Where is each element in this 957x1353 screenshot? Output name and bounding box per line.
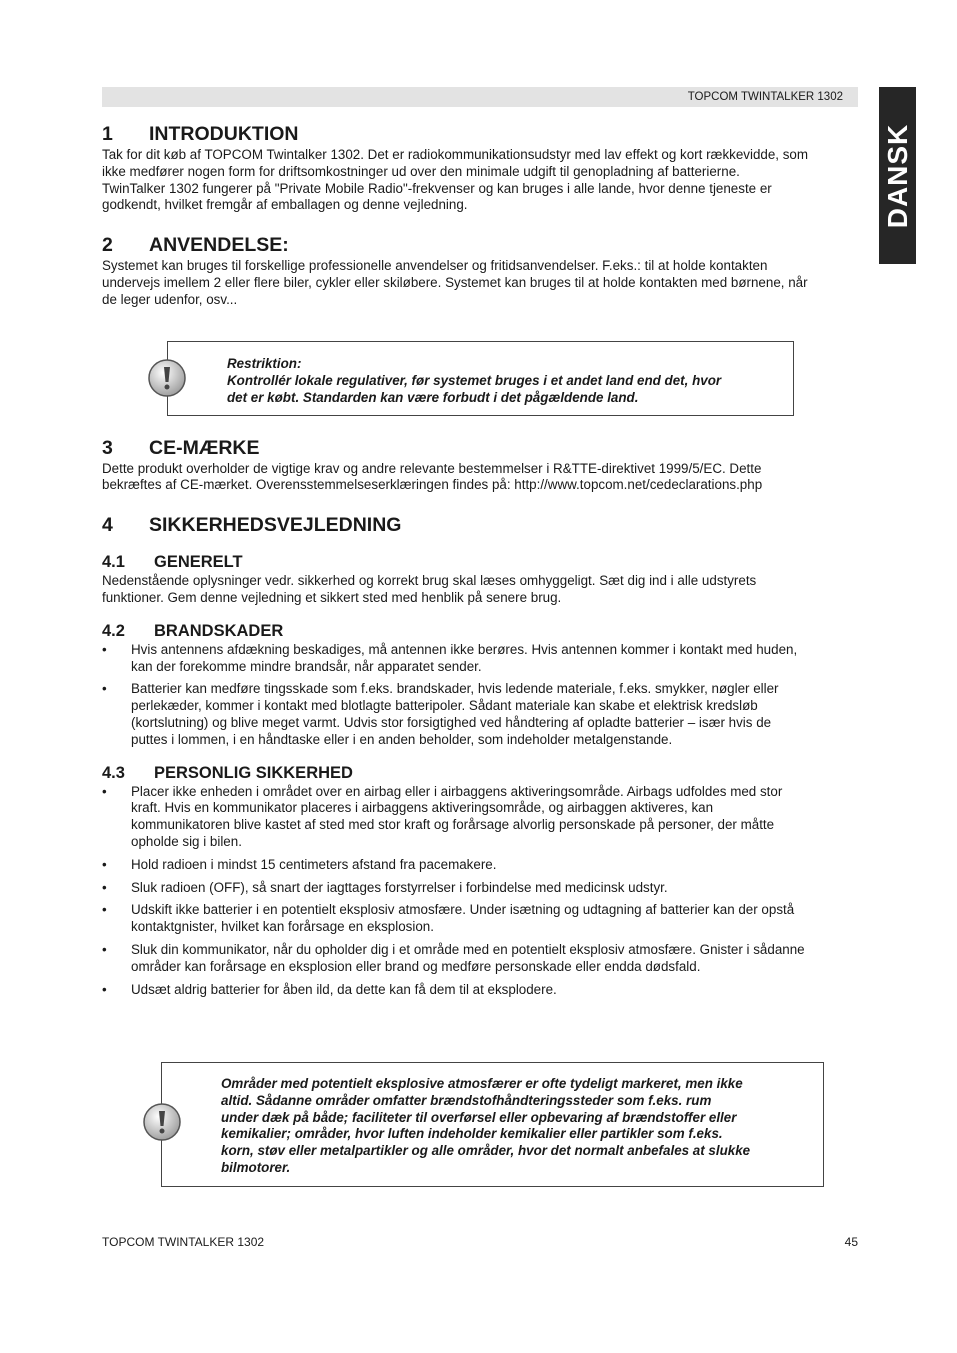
- list-item: • Sluk din kommunikator, når du opholder dig i et område med en potentielt eksplosiv atmosfære. Gnister i sådanne områder kan forårsage en eksplosion eller brand og medføre personskade eller endda dødsfald.: [102, 942, 858, 976]
- paragraph-anvendelse: Systemet kan bruges til forskellige professionelle anvendelser og fritidsanvendelser. F.eks.: til at holde kontakten undervejs imellem 2 eller flere biler, cykler eller skiløbere. Systemet kan bruges til at holde kontakten med børnene, når de leger udenfor, osv...: [102, 258, 808, 307]
- list-item: • Hvis antennens afdækning beskadiges, må antennen ikke berøres. Hvis antennen kommer i kontakt med huden, kan der forekomme mindre brandsår, når apparatet sender.: [102, 642, 858, 676]
- page-header-bar: [102, 87, 858, 107]
- list-item: • Sluk radioen (OFF), så snart der iagttages forstyrrelser i forbindelse med medicinsk udstyr.: [102, 880, 858, 897]
- paragraph-ce-maerke: Dette produkt overholder de vigtige krav og andre relevante bestemmelser i R&TTE-direktivet 1999/5/EC. Dette bekræftes af CE-mærket. Overensstemmelseserklæringen findes på: http://www.topcom.net/cedeclarations.php: [102, 460, 763, 493]
- paragraph-generelt: Nedenstående oplysninger vedr. sikkerhed og korrekt brug skal læses omhyggeligt. Sæt dig ind i alle udstyrets funktioner. Gem denne vejledning et sikkert sted med henblik på senere brug.: [102, 573, 757, 605]
- heading-anvendelse: 2 ANVENDELSE:: [102, 234, 289, 257]
- heading-sikkerhedsvejledning: 4 SIKKERHEDSVEJLEDNING: [102, 514, 402, 537]
- list-item: • Udskift ikke batterier i en potentielt eksplosiv atmosfære. Under isætning og udtagning af batterier kan der opstå kontaktgnister, hvilket kan forårsage en eksplosion.: [102, 902, 858, 936]
- list-item: • Hold radioen i mindst 15 centimeters afstand fra pacemakere.: [102, 857, 858, 874]
- list-item: • Batterier kan medføre tingsskade som f.eks. brandskader, hvis ledende materiale, f.eks. smykker, nøgler eller perlekæder, kommer i kontakt med blotlagte batteripoler. Sådant materiale kan skabe et elektrisk kredsløb (kortslutning) og blive meget varmt. Udvis stor forsigtighed ved håndtering af opladte batterier – især hvis de puttes i lommen, i en håndtaske eller i en anden beholder, som indeholder metalgenstande.: [102, 681, 858, 748]
- explosive-atmosphere-note: Områder med potentielt eksplosive atmosfærer er ofte tydeligt markeret, men ikke altid. Sådanne områder omfatter brændstofhåndteringssteder som f.eks. rum under dæk på både; faciliteter til overførsel eller opbevaring af brændstoffer eller kemikalier; områder, hvor luften indeholder kemikalier eller partikler som f.eks. korn, støv eller metalpartikler og alle områder, hvor det normalt anbefales at slukke bilmotorer.: [161, 1062, 824, 1187]
- restriction-note: Restriktion: Kontrollér lokale regulativer, før systemet bruges i et andet land end det, hvor det er købt. Standarden kan være forbudt i det pågældende land.: [167, 341, 794, 416]
- exclamation-warning-icon: [147, 358, 187, 398]
- paragraph-introduktion: Tak for dit køb af TOPCOM Twintalker 1302. Det er radiokommunikationsudstyr med lav effekt og kort rækkevidde, som ikke medfører nogen form for driftsomkostninger ud over den minimale udgift til genopladning af batterierne. TwinTalker 1302 fungerer på "Private Mobile Radio"-frekvenser og kan bruges i alle lande, hvor denne tjeneste er godkendt, hvilket fremgår af emballagen og denne vejledning.: [102, 147, 809, 213]
- header-product: TOPCOM TWINTALKER 1302: [687, 91, 843, 103]
- language-tab-label: DANSK: [881, 123, 913, 228]
- note-title: Restriktion:: [227, 356, 302, 371]
- heading-personlig-sikkerhed: 4.3 PERSONLIG SIKKERHED: [102, 763, 353, 782]
- heading-brandskader: 4.2 BRANDSKADER: [102, 621, 284, 640]
- exclamation-warning-icon: [142, 1102, 182, 1142]
- language-tab: [879, 87, 916, 264]
- page-number: 45: [844, 1235, 858, 1249]
- heading-generelt: 4.1 GENERELT: [102, 553, 243, 572]
- heading-ce-maerke: 3 CE-MÆRKE: [102, 436, 260, 459]
- list-brandskader: [102, 642, 858, 749]
- list-item: • Udsæt aldrig batterier for åben ild, da dette kan få dem til at eksplodere.: [102, 982, 858, 999]
- page-content: [102, 121, 858, 1004]
- list-item: • Placer ikke enheden i området over en airbag eller i airbaggens aktiveringsområde. Airbags udfoldes med stor kraft. Hvis en kommunikator placeres i airbaggens aktiveringsområde, og airbaggen aktiveres, kan kommunikatoren blive kastet af sted med stor kraft og forårsage alvorlig personskade på personer, der måtte opholde sig i bilen.: [102, 784, 858, 851]
- footer-product: TOPCOM TWINTALKER 1302: [102, 1235, 265, 1249]
- list-personlig-sikkerhed: [102, 784, 858, 999]
- heading-introduktion: 1 INTRODUKTION: [102, 123, 299, 145]
